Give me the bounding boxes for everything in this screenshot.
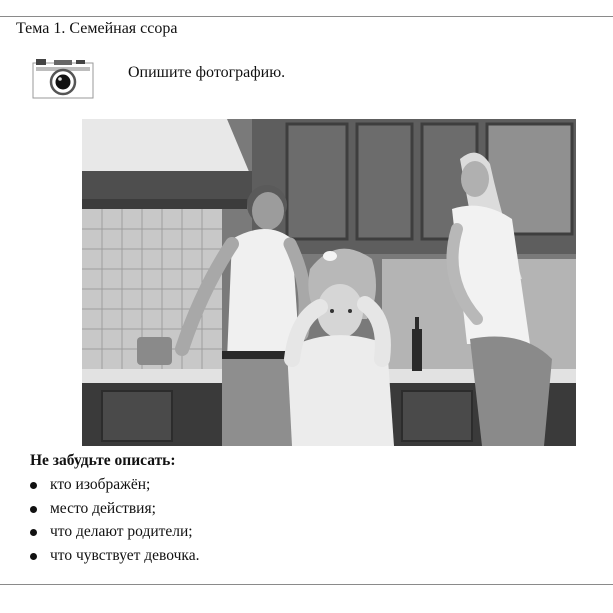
- camera-icon: [32, 57, 94, 99]
- bullet-icon: [30, 482, 37, 489]
- top-divider: [0, 16, 613, 17]
- bullet-icon: [30, 529, 37, 536]
- reminder-heading: Не забудьте описать:: [30, 452, 176, 469]
- family-quarrel-photo: [82, 119, 576, 446]
- reminder-list: [22, 473, 199, 567]
- list-item: [22, 473, 199, 497]
- list-item: [22, 520, 199, 544]
- list-item-text: место действия;: [50, 499, 156, 517]
- bullet-icon: [30, 553, 37, 560]
- bottom-divider: [0, 584, 613, 585]
- page-title: Тема 1. Семейная ссора: [16, 20, 178, 37]
- list-item-text: что делают родители;: [50, 523, 193, 540]
- list-item: [22, 497, 199, 521]
- bullet-icon: [30, 506, 37, 513]
- list-item-text: что чувствует девочка.: [50, 546, 200, 564]
- list-item-text: кто изображён;: [50, 476, 151, 493]
- task-instruction: Опишите фотографию.: [128, 64, 286, 81]
- list-item: [22, 544, 199, 568]
